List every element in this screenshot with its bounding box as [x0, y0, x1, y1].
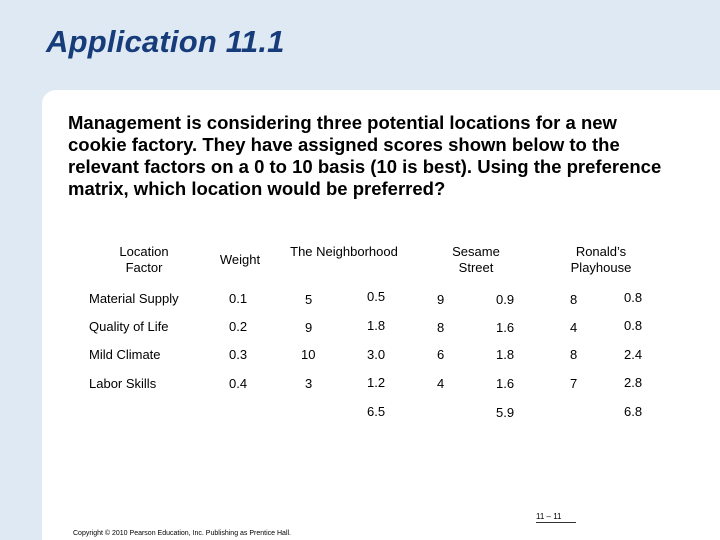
header-location-factor: Location Factor — [119, 244, 169, 275]
total-ronalds-playhouse: 6.8 — [624, 404, 643, 419]
intro-paragraph: Management is considering three potential locations for a new cookie factory. They have assigned scores shown below to the relevant factors on a 0 to 10 basis (10 is best). Using the preference matrix, which location would be preferred? — [68, 112, 662, 199]
copyright-notice: Copyright © 2010 Pearson Education, Inc. Publishing as Prentice Hall. — [73, 530, 292, 537]
header-ronalds-playhouse: Ronald’s Playhouse — [570, 244, 632, 275]
table-cell-weight: 0.4 — [229, 376, 248, 391]
header-the-neighborhood: The Neighborhood — [290, 244, 398, 259]
table-cell-factor: Labor Skills — [89, 376, 157, 391]
table-cell-weighted: 1.2 — [367, 375, 386, 390]
table-cell-score: 8 — [437, 320, 445, 335]
table-cell-weighted: 1.6 — [496, 376, 515, 391]
table-cell-score: 8 — [570, 347, 578, 362]
header-weight: Weight — [219, 252, 261, 267]
table-cell-weighted: 2.8 — [624, 375, 643, 390]
table-cell-weighted: 0.8 — [624, 290, 643, 305]
table-cell-score: 4 — [437, 376, 445, 391]
page-number-rule — [536, 522, 576, 523]
table-cell-factor: Mild Climate — [89, 347, 161, 362]
table-cell-score: 7 — [570, 376, 578, 391]
table-cell-score: 8 — [570, 292, 578, 307]
table-cell-weighted: 0.5 — [367, 289, 386, 304]
table-cell-score: 5 — [305, 292, 313, 307]
total-sesame-street: 5.9 — [496, 405, 515, 420]
page-number: 11 – 11 — [536, 512, 562, 521]
table-cell-weighted: 0.9 — [496, 292, 515, 307]
table-cell-score: 4 — [570, 320, 578, 335]
table-cell-weighted: 3.0 — [367, 347, 386, 362]
slide-title: Application 11.1 — [46, 24, 285, 59]
table-cell-score: 9 — [305, 320, 313, 335]
table-cell-factor: Material Supply — [89, 291, 179, 306]
table-cell-weighted: 0.8 — [624, 318, 643, 333]
header-sesame-street: Sesame Street — [452, 244, 500, 275]
table-cell-weight: 0.1 — [229, 291, 248, 306]
table-cell-weighted: 1.6 — [496, 320, 515, 335]
table-cell-weighted: 1.8 — [367, 318, 386, 333]
table-cell-weighted: 2.4 — [624, 347, 643, 362]
table-cell-score: 10 — [301, 347, 316, 362]
table-cell-score: 9 — [437, 292, 445, 307]
table-cell-weighted: 1.8 — [496, 347, 515, 362]
table-cell-factor: Quality of Life — [89, 319, 169, 334]
table-cell-weight: 0.2 — [229, 319, 248, 334]
table-cell-weight: 0.3 — [229, 347, 248, 362]
table-cell-score: 3 — [305, 376, 313, 391]
total-the-neighborhood: 6.5 — [367, 404, 386, 419]
table-cell-score: 6 — [437, 347, 445, 362]
